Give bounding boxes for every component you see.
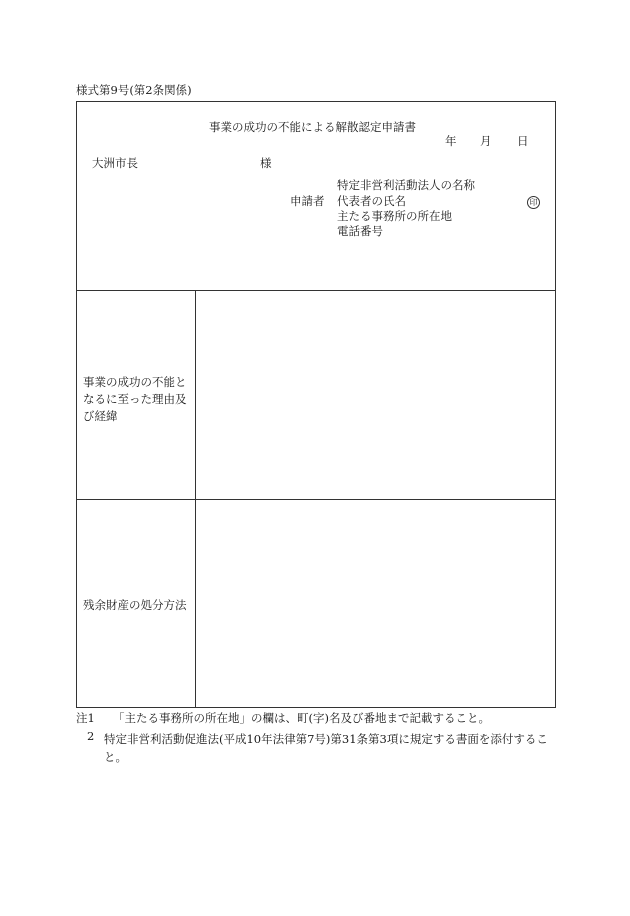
note-1-text: 「主たる事務所の所在地」の欄は、町(字)名及び番地まで記載すること。 bbox=[113, 711, 490, 725]
date-day: 日 bbox=[517, 134, 529, 148]
note-2-marker: 2 bbox=[87, 729, 95, 743]
seal-text: 印 bbox=[529, 198, 538, 207]
application-form bbox=[76, 101, 556, 708]
applicant-field-org-name: 特定非営利活動法人の名称 bbox=[337, 178, 475, 192]
column-divider bbox=[195, 290, 196, 708]
row-label-residual-assets: 残余財産の処分方法 bbox=[83, 598, 187, 612]
date-year: 年 bbox=[445, 134, 457, 148]
divider-row1 bbox=[77, 499, 555, 500]
divider-header bbox=[77, 290, 555, 291]
row-label-reason: 事業の成功の不能となるに至った理由及び経緯 bbox=[83, 375, 187, 423]
date-month: 月 bbox=[480, 134, 492, 148]
row-value-residual-assets[interactable] bbox=[201, 507, 551, 702]
applicant-label: 申請者 bbox=[290, 194, 325, 208]
applicant-field-office-address: 主たる事務所の所在地 bbox=[337, 209, 452, 223]
note-2-text: 特定非営利活動促進法(平成10年法律第7号)第31条第3項に規定する書面を添付すること。 bbox=[104, 732, 548, 764]
row-value-reason[interactable] bbox=[201, 298, 551, 493]
applicant-field-phone: 電話番号 bbox=[337, 224, 383, 238]
applicant-field-representative: 代表者の氏名 bbox=[337, 194, 406, 208]
form-title: 事業の成功の不能による解散認定申請書 bbox=[209, 120, 416, 134]
note-1-marker: 注1 bbox=[76, 711, 95, 725]
form-number: 様式第9号(第2条関係) bbox=[76, 83, 192, 97]
addressee: 大洲市長 bbox=[92, 156, 138, 170]
addressee-honorific: 様 bbox=[260, 156, 272, 170]
seal-mark bbox=[527, 196, 540, 209]
